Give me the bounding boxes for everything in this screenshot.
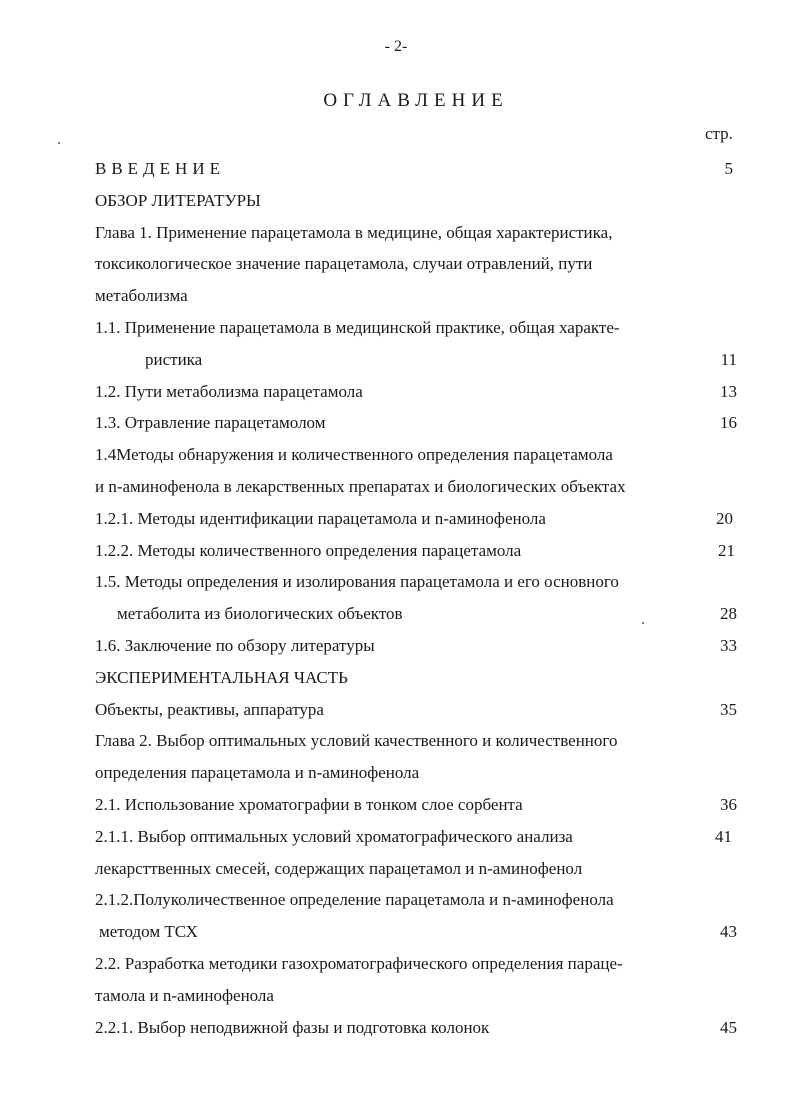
toc-entry [95,407,745,439]
scan-speck [58,142,60,144]
toc-entry-page: 11 [720,349,737,369]
toc-entry [95,248,745,280]
toc-entry-text: 1.1. Применение парацетамола в медицинской практике, общая характе- [95,317,620,337]
toc-entry [95,630,745,662]
toc-entry-page: 41 [715,826,732,846]
toc-entry-page: 43 [720,922,737,942]
toc-entry-text: метаболита из биологических объектов [117,604,403,624]
toc-entry-section [95,185,745,217]
toc-entry [95,916,745,948]
toc-entry-text: 1.4Методы обнаружения и количественного определения парацетамола [95,445,613,465]
toc-entry [95,1012,745,1044]
toc-entry [95,789,745,821]
toc-entry [95,566,745,598]
toc-entry-text: ВВЕДЕНИЕ [95,159,225,178]
toc-entry-text: Объекты, реактивы, аппаратура [95,699,324,719]
toc-entry-text: тамола и n-аминофенола [95,985,274,1005]
toc-entry-text: ристика [145,349,203,369]
toc-entry-text: Глава 1. Применение парацетамола в медицине, общая характеристика, [95,222,613,242]
toc-entry-text: Глава 2. Выбор оптимальных условий качественного и количественного [95,731,618,751]
toc-entry-text: 1.3. Отравление парацетамолом [95,413,326,433]
toc-entry [95,312,745,344]
toc-entry-text: 2.2. Разработка методики газохроматографического определения параце- [95,953,623,973]
page-number: - 2- [384,38,408,55]
toc-entry [95,439,745,471]
toc-entry-text: определения парацетамола и n-аминофенола [95,763,420,783]
toc-entry [95,535,745,567]
toc-entry-text: ЭКСПЕРИМЕНТАЛЬНАЯ ЧАСТЬ [95,667,348,687]
toc-entry-text: 1.2. Пути метаболизма парацетамола [95,381,363,401]
toc-entry-page: 28 [720,604,737,624]
toc-entry [95,598,745,630]
toc-entry-text: 2.2.1. Выбор неподвижной фазы и подготовка колонок [95,1017,490,1037]
toc-entry-text: 1.6. Заключение по обзору литературы [95,635,375,655]
toc-entry-text: 1.2.1. Методы идентификации парацетамола и n-аминофенола [95,508,546,528]
toc-entry [95,725,745,757]
toc-entry-text: методом ТСХ [99,922,198,942]
toc-entry [95,471,745,503]
toc-entry [95,948,745,980]
toc-entry-text: токсикологическое значение парацетамола, случаи отравлений, пути [95,254,593,274]
toc-entry-page: 21 [718,540,735,560]
toc-entry-page: 20 [716,508,733,528]
toc-entry-text: 1.2.2. Методы количественного определения парацетамола [95,540,522,560]
toc-entry-text: 2.1.2.Полуколичественное определение парацетамола и n-аминофенола [95,890,614,910]
toc-entry-text: и n-аминофенола в лекарственных препаратах и биологических объектах [95,476,626,496]
toc-entry-introduction [95,153,745,185]
toc-entry [95,821,745,853]
toc-entry [95,280,745,312]
toc-entry [95,344,745,376]
toc-entry-text: метаболизма [95,286,188,306]
toc-entry-section [95,662,745,694]
toc-entry-page: 5 [724,159,733,178]
toc-entry-text: 2.1.1. Выбор оптимальных условий хроматографического анализа [95,826,573,846]
toc-entry-page: 33 [720,635,737,655]
toc-entry-page: 45 [720,1017,737,1037]
toc-entry [95,884,745,916]
toc-entry-text: 2.1. Использование хроматографии в тонком слое сорбента [95,794,523,814]
toc-entry [95,217,745,249]
page-title: ОГЛАВЛЕНИЕ [323,90,509,111]
toc-entry-text: 1.5. Методы определения и изолирования парацетамола и его основного [95,572,619,592]
toc-entry-page: 36 [720,794,737,814]
toc-entry [95,853,745,885]
toc-entry [95,376,745,408]
table-of-contents [95,153,745,1043]
toc-entry-text: лекарсттвенных смесей, содержащих парацетамол и n-аминофенол [95,858,583,878]
toc-entry-text: ОБЗОР ЛИТЕРАТУРЫ [95,190,261,210]
toc-entry [95,503,745,535]
toc-entry-page: 35 [720,699,737,719]
toc-entry [95,980,745,1012]
toc-entry [95,694,745,726]
toc-entry-page: 13 [720,381,737,401]
pages-column-header: стр. [705,124,733,143]
toc-entry-page: 16 [720,413,737,433]
toc-entry [95,757,745,789]
